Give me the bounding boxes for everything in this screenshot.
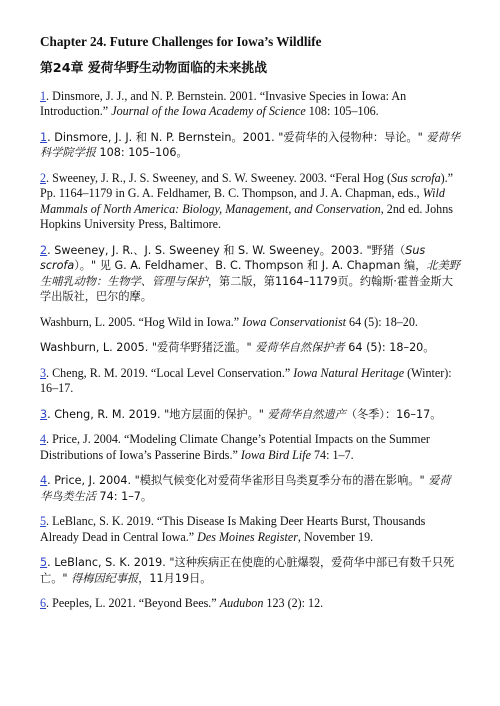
reference-text: Washburn, L. 2005. "爱荷华野猪泛滥。" <box>40 341 256 355</box>
reference-entry-chinese <box>40 130 460 161</box>
reference-text: 64 (5): 18–20. <box>346 315 418 329</box>
reference-number-link[interactable]: 3 <box>40 407 48 421</box>
reference-text: 108: 105–106. <box>305 104 379 119</box>
reference-text: 108: 105–106。 <box>95 146 188 160</box>
reference-number-link[interactable]: 6 <box>40 596 47 611</box>
reference-entry <box>40 432 460 463</box>
reference-text: Washburn, L. 2005. “Hog Wild in Iowa.” <box>40 315 243 329</box>
reference-source-title: Des Moines Register <box>197 529 298 544</box>
chapter-title-chinese: 第24章 爱荷华野生动物面临的未来挑战 <box>40 61 268 76</box>
reference-text: ).” Pp. 1164–1179 in G. A. Feldhamer, B. C. Thompson, and J. A. Chapman, eds., <box>40 171 454 201</box>
reference-text: . Sweeney, J. R., J. S. Sweeney, and S. W. Sweeney. 2003. “Feral Hog ( <box>46 171 392 185</box>
reference-text: . Sweeney, J. R.、J. S. Sweeney 和 S. W. Sweeney。2003. "野猪（ <box>47 243 406 257</box>
chapter-title: Chapter 24. Future Challenges for Iowa’s Wildlife <box>40 34 322 49</box>
reference-text: . Dinsmore, J. J. 和 N. P. Bernstein。2001. "爱荷华的入侵物种：导论。" <box>47 130 427 144</box>
reference-list <box>40 89 460 612</box>
reference-number-link[interactable]: 5 <box>40 514 47 529</box>
reference-text: ，11月19日。 <box>138 571 212 585</box>
reference-number-link[interactable]: 4 <box>40 432 47 447</box>
reference-text: . Peeples, L. 2021. “Beyond Bees.” <box>46 596 220 611</box>
reference-text: 64 (5): 18–20。 <box>344 341 435 355</box>
reference-text: 74: 1–7。 <box>95 489 153 503</box>
reference-text: 74: 1–7. <box>310 447 354 462</box>
reference-text: （冬季）：16–17。 <box>345 407 442 421</box>
reference-entry-chinese <box>40 340 460 356</box>
reference-source-title: Sus scrofa <box>391 171 441 185</box>
reference-entry <box>40 89 460 120</box>
reference-text: 123 (2): 12. <box>263 596 324 611</box>
reference-source-title: 得梅因纪事报 <box>71 571 139 585</box>
reference-entry <box>40 171 460 233</box>
reference-text: . Cheng, R. M. 2019. "地方层面的保护。" <box>47 407 268 421</box>
reference-text: . Price, J. 2004. “Modeling Climate Change’s Potential Impacts on the Summer Distributions of Iowa’s Passerine Birds.” <box>40 432 430 462</box>
reference-source-title: 爱荷华自然保护者 <box>255 341 345 355</box>
reference-source-title: Wild Mammals of North America: Biology, Management, and Conservation <box>40 186 445 216</box>
reference-source-title: Iowa Natural Heritage <box>293 366 405 380</box>
reference-text: . Price, J. 2004. "模拟气候变化对爱荷华雀形目鸟类夏季分布的潜在影响。" <box>47 474 429 488</box>
reference-source-title: Sus scrofa <box>40 243 426 273</box>
reference-text: (Winter): 16–17. <box>40 366 452 396</box>
reference-source-title: 爱荷华科学院学报 <box>40 130 460 160</box>
reference-source-title: Journal of the Iowa Academy of Science <box>111 104 306 119</box>
reference-number-link[interactable]: 2 <box>40 171 47 185</box>
reference-source-title: Audubon <box>219 596 264 611</box>
reference-source-title: Iowa Conservationist <box>242 315 347 329</box>
reference-text: . Dinsmore, J. J., and N. P. Bernstein. 2001. “Invasive Species in Iowa: An Introduction.” <box>40 89 407 119</box>
reference-text: . LeBlanc, S. K. 2019. “This Disease Is Making Deer Hearts Burst, Thousands Already Dead in Central Iowa.” <box>40 514 426 544</box>
reference-entry-chinese <box>40 473 460 504</box>
reference-text: . LeBlanc, S. K. 2019. "这种疾病正在使鹿的心脏爆裂，爱荷华中部已有数千只死亡。" <box>40 556 455 585</box>
reference-entry <box>40 596 460 611</box>
reference-number-link[interactable]: 4 <box>40 474 48 488</box>
reference-text: ，第二版，第1164–1179页。约翰斯·霍普金斯大学出版社，巴尔的摩。 <box>40 274 453 304</box>
reference-number-link[interactable]: 1 <box>40 89 47 103</box>
reference-number-link[interactable]: 5 <box>40 556 48 570</box>
reference-number-link[interactable]: 1 <box>40 130 48 144</box>
reference-source-title: 爱荷华鸟类生活 <box>40 474 451 503</box>
reference-text: . Cheng, R. M. 2019. “Local Level Conservation.” <box>46 366 294 380</box>
reference-entry <box>40 514 460 545</box>
reference-text: ）。" 见 G. A. Feldhamer、B. C. Thompson 和 J. A. Chapman 编， <box>74 259 427 273</box>
reference-text: , 2nd ed. Johns Hopkins University Press, Baltimore. <box>40 201 453 232</box>
reference-source-title: 爱荷华自然遗产 <box>267 407 346 421</box>
reference-entry-chinese <box>40 407 460 423</box>
reference-entry <box>40 366 460 397</box>
reference-number-link[interactable]: 3 <box>40 366 47 380</box>
reference-source-title: 北美野生哺乳动物：生物学、管理与保护 <box>40 259 460 288</box>
reference-entry <box>40 315 460 330</box>
reference-source-title: Iowa Bird Life <box>240 447 311 462</box>
reference-text: , November 19. <box>297 529 374 544</box>
reference-entry-chinese <box>40 555 460 586</box>
reference-number-link[interactable]: 2 <box>40 243 48 257</box>
reference-entry-chinese <box>40 243 460 305</box>
